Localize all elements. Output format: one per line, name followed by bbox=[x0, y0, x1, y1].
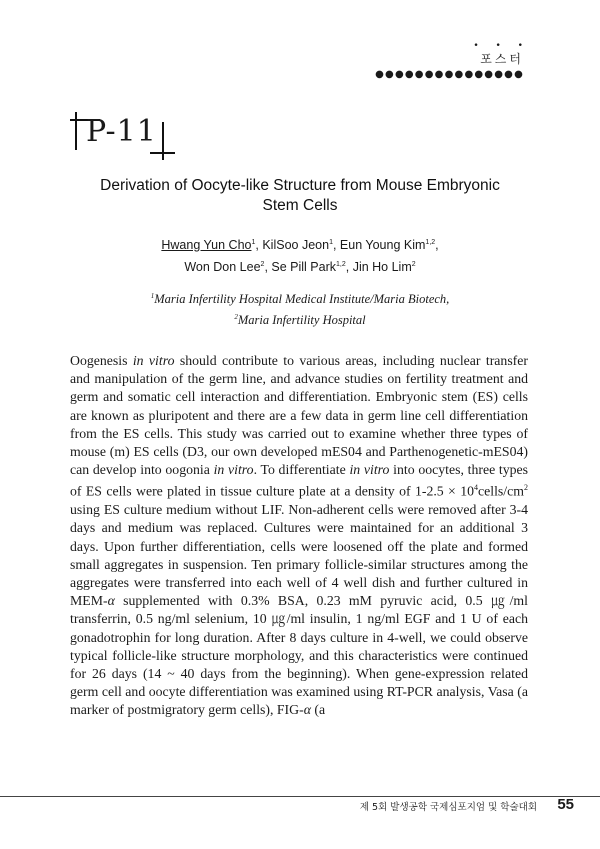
author-separator: , bbox=[345, 260, 353, 275]
bracket-line-bottom bbox=[150, 152, 175, 154]
abstract-paragraph: Oogenesis in vitro should contribute to various areas, including nuclear transfer and manipulation of the germ line, and advance studies on fertility treatment and germ and somatic cell interaction and differentiation. Embryonic stem (ES) cells are known as pluripotent and there are a few data in germ line cell differentiation from the ES cells. This study was carried out to examine whether three types of mouse (m) ES cells (D3, our own developed mES04 and Parthenogenetic-mES04) can develop into oogonia in vitro. To differentiate in vitro into oocytes, three types of ES cells were plated in tissue culture plate at a density of $1-2.5 \times 10^4cells/cm^2$ using ES culture medium without LIF. Non-adherent cells were removed after 3-4 days and medium was replaced. Cultures were maintained for an additional 3 days. Upon further differentiation, cells were loosened off the plate and formed small aggregates in suspension. Ten primary follicle-similar structures among the aggregates were transferred into each well of 4 well dish and further cultured in MEM-α supplemented with 0.3% BSA, 0.23 mM pyruvic acid, 0.5 ㎍/ml transferrin, 0.5 ng/ml selenium, 10 ㎍/ml insulin, 1 ng/ml EGF and 1 U of each gonadotrophin for long duration. After 8 days culture in 4-well, we could observe typical follicle-like structure morphology, and this characteristics were continued for 26 days (14 ~ 40 days from the beginning). When gene-expression related germ cell and oocyte differentiation was examined using RT-PCR analysis, Vasa (a marker of postmigratory germ cells), FIG-α (a bbox=[70, 353, 529, 718]
author-sup: 2 bbox=[411, 261, 416, 269]
header-dots: • • • bbox=[473, 41, 530, 51]
author-line-2 bbox=[60, 255, 540, 277]
header-dot-line: ●●●●●●●●●●●●●●● bbox=[375, 69, 524, 80]
author-sup: 2 bbox=[260, 261, 265, 269]
abstract-body bbox=[70, 352, 528, 720]
bracket-line-left bbox=[75, 112, 77, 150]
affiliation-text: Maria Infertility Hospital Medical Institute/Maria Biotech, bbox=[154, 292, 450, 307]
page-number: 55 bbox=[557, 796, 574, 813]
affiliation-sup: 1 bbox=[150, 292, 155, 300]
author: Won Don Lee bbox=[184, 260, 261, 275]
title-line-2: Stem Cells bbox=[262, 197, 338, 214]
author-separator: , bbox=[255, 238, 263, 253]
affiliations bbox=[60, 287, 540, 329]
poster-number-box bbox=[70, 112, 175, 160]
affiliation-text: Maria Infertility Hospital bbox=[237, 313, 366, 328]
section-header bbox=[375, 41, 530, 81]
affiliation-1 bbox=[60, 287, 540, 308]
footer-conference: 제 5회 발생공학 국제심포지엄 및 학술대회 bbox=[359, 802, 537, 813]
affiliation-sup: 2 bbox=[234, 313, 238, 322]
author-separator: , bbox=[264, 260, 272, 275]
author-list bbox=[60, 233, 540, 277]
section-label: 포스터 bbox=[480, 52, 524, 66]
author-sup: 1 bbox=[329, 239, 333, 246]
bracket-line-right bbox=[162, 122, 164, 160]
author: Jin Ho Lim bbox=[352, 260, 412, 275]
paper-title bbox=[60, 176, 540, 216]
author-sup: 1,2 bbox=[425, 239, 436, 246]
author-line-1: Hwang Yun Cho$^1$, KilSoo Jeon$^1$, Eun Young Kim$^{1,2}$, bbox=[161, 238, 439, 253]
author-sup: 1,2 bbox=[336, 261, 346, 269]
author-sup: 1 bbox=[251, 239, 256, 246]
title-line-1: Derivation of Oocyte-like Structure from Mouse Embryonic bbox=[100, 177, 500, 194]
author: Eun Young Kim bbox=[339, 238, 426, 253]
author-separator: , bbox=[332, 238, 340, 253]
affiliation-2 bbox=[60, 308, 540, 329]
author-presenter: Hwang Yun Cho bbox=[161, 238, 252, 253]
poster-number: P-11 bbox=[86, 114, 157, 149]
footer-rule bbox=[0, 796, 600, 797]
author: Se Pill Park bbox=[271, 260, 337, 275]
author: KilSoo Jeon bbox=[262, 238, 330, 253]
